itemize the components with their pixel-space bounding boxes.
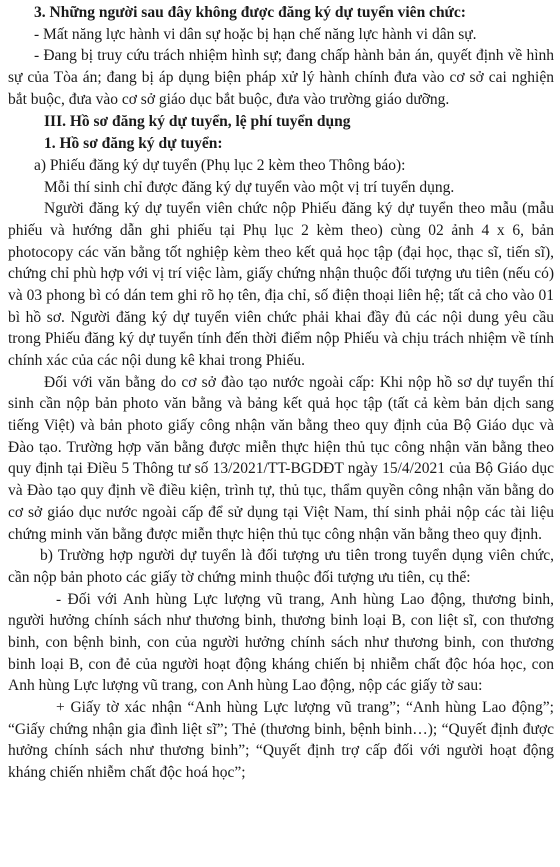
paragraph-certificates: + Giấy tờ xác nhận “Anh hùng Lực lượng vũ trang”; “Anh hùng Lao động”; “Giấy chứng nhận gia đình liệt sĩ”; Thẻ (thương binh, bệnh binh…); “Quyết định được hưởng chính sách như thương binh”; “Quyết định trợ cấp đối với người hoạt động kháng chiến nhiễm chất độc hoá học”; [8,699,554,782]
heading-application-documents: 1. Hồ sơ đăng ký dự tuyển: [44,135,223,153]
paragraph-registration-requirements: Người đăng ký dự tuyển viên chức nộp Phiếu đăng ký dự tuyển theo mẫu (mẫu phiếu và hướng dẫn ghi phiếu tại Phụ lục 2 kèm theo) cùng 02 ảnh 4 x 6, bản photocopy các văn bằng tốt nghiệp kèm theo kết quả học tập (đại học, thạc sĩ, tiến sĩ), chứng chỉ phù hợp với vị trí việc làm, giấy chứng nhận thuộc đối tượng ưu tiên (nếu có) và 03 phong bì có dán tem ghi rõ họ tên, địa chỉ, số điện thoại liên hệ; tất cả cho vào 01 bì hồ sơ. Người đăng ký dự tuyển viên chức phải khai đầy đủ các nội dung yêu cầu trong Phiếu đăng ký dự tuyển tính đến thời điểm nộp Phiếu và chịu trách nhiệm về tính chính xác của các nội dung kê khai trong Phiếu. [8,200,554,369]
list-item-priority-candidates: b) Trường hợp người dự tuyển là đối tượng ưu tiên trong tuyển dụng viên chức, cần nộp bản photo các giấy tờ chứng minh thuộc đối tượng ưu tiên, cụ thể: [8,547,554,586]
paragraph-foreign-degrees: Đối với văn bằng do cơ sở đào tạo nước ngoài cấp: Khi nộp hồ sơ dự tuyển thí sinh cần nộp bản photo văn bằng và bảng kết quả học tập (tất cả kèm bản dịch sang tiếng Việt) và bản photo giấy công nhận văn bằng theo quy định của Bộ Giáo dục và Đào tạo. Trường hợp văn bằng được miễn thực hiện thủ tục công nhận văn bằng theo quy định tại Điều 5 Thông tư số 13/2021/TT-BGDĐT ngày 15/4/2021 của Bộ Giáo dục và Đào tạo quy định về điều kiện, trình tự, thủ tục, thẩm quyền công nhận văn bằng do cơ sở giáo dục nước ngoài cấp để sử dụng tại Việt Nam, thí sinh phải nộp các tài liệu chứng minh văn bằng được miễn thực hiện thủ tục công nhận văn bằng theo quy định. [8,373,554,543]
heading-ineligible-persons: 3. Những người sau đây không được đăng ký dự tuyển viên chức: [34,4,466,21]
paragraph-heroes-and-veterans: - Đối với Anh hùng Lực lượng vũ trang, Anh hùng Lao động, thương binh, người hưởng chính sách như thương binh, thương binh loại B, con liệt sĩ, con thương binh, con bệnh binh, con của người hưởng chính sách như thương binh, con thương binh loại B, con đẻ của người hoạt động kháng chiến bị nhiễm chất độc hóa học, con Anh hùng Lực lượng vũ trang, con Anh hùng Lao động, nộp các giấy tờ sau: [8,590,554,695]
section-heading-application: III. Hồ sơ đăng ký dự tuyển, lệ phí tuyển dụng [44,113,351,131]
list-item-registration-form: a) Phiếu đăng ký dự tuyển (Phụ lục 2 kèm theo Thông báo): [34,156,406,174]
paragraph-one-position: Mỗi thí sinh chỉ được đăng ký dự tuyển vào một vị trí tuyển dụng. [44,178,455,196]
list-item-incapacity: - Mất năng lực hành vi dân sự hoặc bị hạn chế năng lực hành vi dân sự. [34,25,477,43]
document-body [8,2,554,784]
list-item-criminal-prosecution: - Đang bị truy cứu trách nhiệm hình sự; đang chấp hành bản án, quyết định về hình sự của Tòa án; đang bị áp dụng biện pháp xử lý hành chính đưa vào cơ sở cai nghiện bắt buộc, đưa vào cơ sở giáo dục bắt buộc, đưa vào trường giáo dưỡng. [8,47,554,108]
